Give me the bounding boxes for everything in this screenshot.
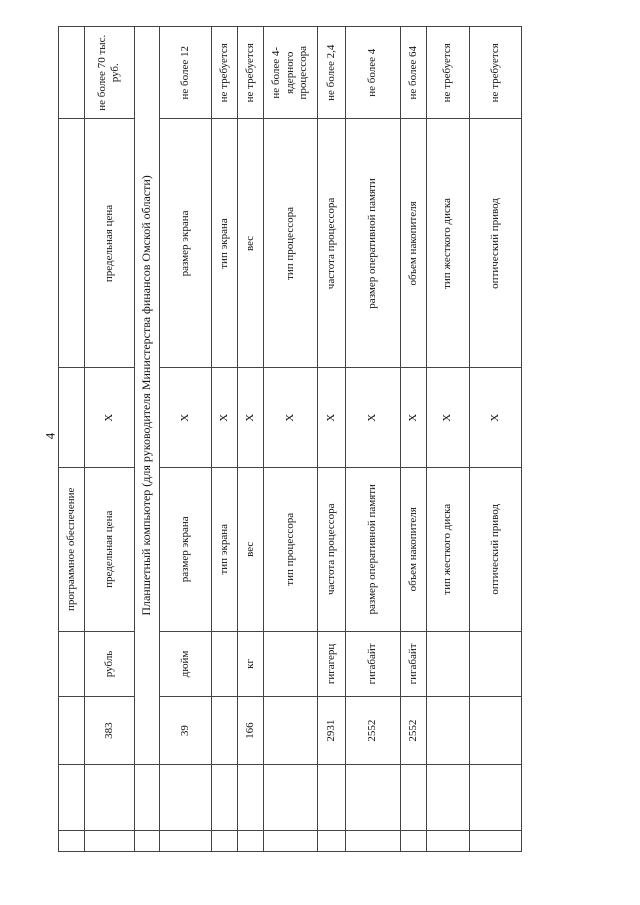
table-cell: [469, 631, 521, 697]
table-cell: [318, 764, 346, 830]
table-cell: [159, 764, 211, 830]
table-cell: [211, 697, 237, 765]
table-cell: не более 2,4: [318, 27, 346, 120]
table-cell: [427, 631, 470, 697]
table-header-row: [59, 27, 85, 852]
table-cell: [59, 27, 85, 120]
table-cell: Х: [469, 368, 521, 468]
table-cell: [469, 764, 521, 830]
table-cell: размер экрана: [159, 119, 211, 368]
table-cell: не требуется: [237, 27, 263, 120]
table-cell: оптический привод: [469, 467, 521, 631]
table-cell: [159, 830, 211, 851]
table-cell: Х: [427, 368, 470, 468]
table-cell: [263, 697, 317, 765]
table-row: [401, 27, 427, 852]
table-cell: объем накопителя: [401, 467, 427, 631]
table-cell: не требуется: [427, 27, 470, 120]
table-cell: [211, 631, 237, 697]
table-row: [427, 27, 470, 852]
table-cell: [263, 631, 317, 697]
table-cell: 2552: [401, 697, 427, 765]
section-title: Планшетный компьютер (для руководителя Министерства финансов Омской области): [134, 27, 159, 765]
table-cell: [401, 764, 427, 830]
table-cell: Х: [401, 368, 427, 468]
table-cell: не более 4: [346, 27, 401, 120]
table-cell: [85, 764, 135, 830]
table-cell: тип экрана: [211, 467, 237, 631]
table-cell: программное обеспечение: [59, 467, 85, 631]
table-cell: [318, 830, 346, 851]
table-cell: не требуется: [469, 27, 521, 120]
table-row: [263, 27, 317, 852]
table-cell: тип экрана: [211, 119, 237, 368]
table-cell: [427, 830, 470, 851]
table-cell: объем накопителя: [401, 119, 427, 368]
table-row: [469, 27, 521, 852]
table-cell: [427, 764, 470, 830]
table-cell: [237, 764, 263, 830]
table-cell: [469, 697, 521, 765]
table-cell: тип процессора: [263, 467, 317, 631]
table-cell: частота процессора: [318, 119, 346, 368]
table-cell: не более 70 тыс. руб.: [85, 27, 135, 120]
table-cell: предельная цена: [85, 467, 135, 631]
table-cell: не требуется: [211, 27, 237, 120]
table-cell: [401, 830, 427, 851]
table-cell: [346, 830, 401, 851]
section-title-row: [134, 27, 159, 852]
table-cell: [59, 830, 85, 851]
table-cell: [59, 631, 85, 697]
table-cell: гигагерц: [318, 631, 346, 697]
table-cell: 39: [159, 697, 211, 765]
table-cell: 383: [85, 697, 135, 765]
table-body: [59, 27, 522, 852]
table-row: [318, 27, 346, 852]
table-row: [237, 27, 263, 852]
table-cell: [211, 830, 237, 851]
table-cell: [59, 697, 85, 765]
table-cell: частота процессора: [318, 467, 346, 631]
table-cell: [59, 368, 85, 468]
table-cell: Х: [318, 368, 346, 468]
table-cell: Х: [211, 368, 237, 468]
table-cell: [59, 764, 85, 830]
table-cell: не более 4- ядерного процессора: [263, 27, 317, 120]
table-row: [211, 27, 237, 852]
table-cell: размер оперативной памяти: [346, 467, 401, 631]
table-row: [85, 27, 135, 852]
table-cell: [469, 830, 521, 851]
table-cell: дюйм: [159, 631, 211, 697]
table-cell: [59, 119, 85, 368]
table-cell: тип жесткого диска: [427, 467, 470, 631]
table-cell: гигабайт: [346, 631, 401, 697]
table-cell: [263, 830, 317, 851]
table-cell: [211, 764, 237, 830]
table-cell: размер оперативной памяти: [346, 119, 401, 368]
table-cell: [85, 830, 135, 851]
table-cell: предельная цена: [85, 119, 135, 368]
table-cell: 2931: [318, 697, 346, 765]
table-cell: оптический привод: [469, 119, 521, 368]
table-cell: Х: [85, 368, 135, 468]
table-cell: Х: [237, 368, 263, 468]
table-cell: [134, 830, 159, 851]
table-cell: 166: [237, 697, 263, 765]
table-cell: [427, 697, 470, 765]
table-cell: Х: [346, 368, 401, 468]
table-cell: тип процессора: [263, 119, 317, 368]
table-cell: [134, 764, 159, 830]
table-cell: вес: [237, 467, 263, 631]
rotated-table-container: [58, 26, 522, 852]
table-cell: рубль: [85, 631, 135, 697]
table-cell: гигабайт: [401, 631, 427, 697]
table-cell: тип жесткого диска: [427, 119, 470, 368]
table-cell: не более 64: [401, 27, 427, 120]
page-number: 4: [42, 432, 58, 440]
characteristics-table: [58, 26, 522, 852]
table-cell: Х: [159, 368, 211, 468]
table-row: [159, 27, 211, 852]
table-cell: 2552: [346, 697, 401, 765]
table-cell: [237, 830, 263, 851]
table-cell: кг: [237, 631, 263, 697]
table-row: [346, 27, 401, 852]
table-cell: [346, 764, 401, 830]
table-cell: размер экрана: [159, 467, 211, 631]
table-cell: не более 12: [159, 27, 211, 120]
table-cell: вес: [237, 119, 263, 368]
table-cell: [263, 764, 317, 830]
table-cell: Х: [263, 368, 317, 468]
